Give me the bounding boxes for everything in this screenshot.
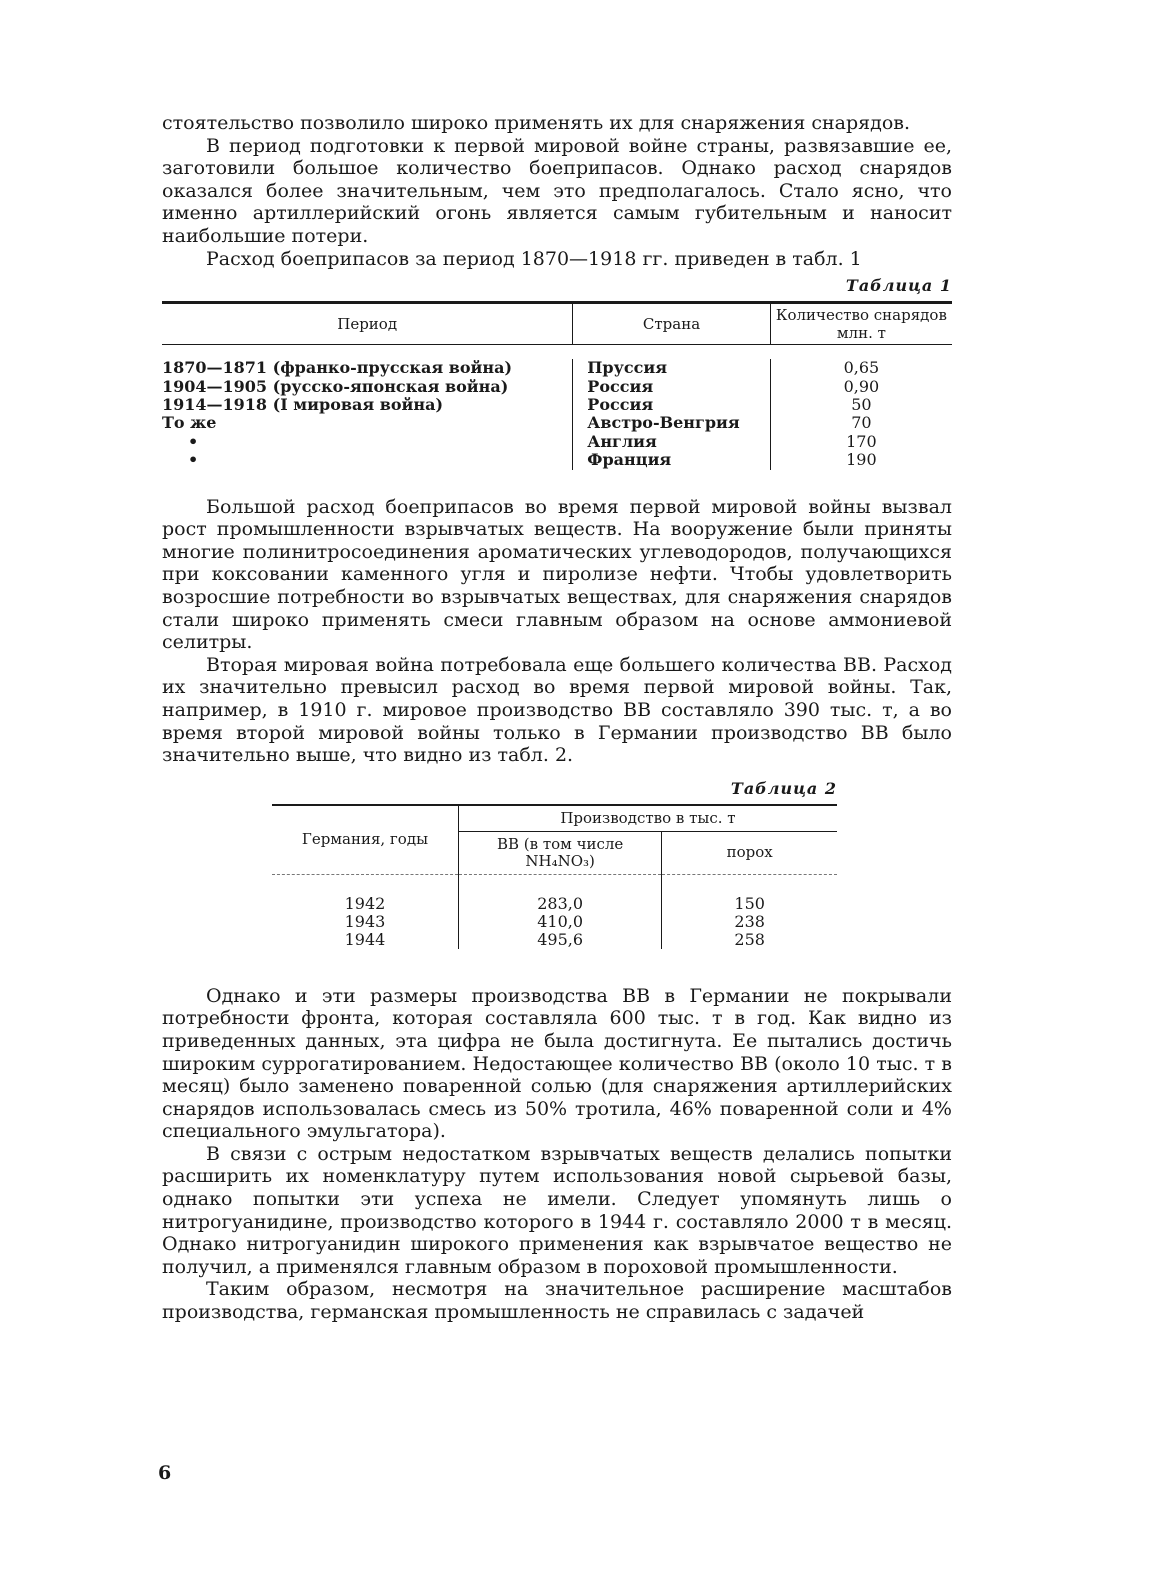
- table-1: [162, 301, 952, 469]
- table1-cell-country: Россия: [573, 396, 771, 414]
- paragraph-8: Таким образом, несмотря на значительное расширение масштабов производства, германская промышленность не справилась с задачей: [162, 1278, 952, 1324]
- table2-cell-explosives: 283,0: [458, 895, 661, 913]
- table1-cell-country: Россия: [573, 378, 771, 396]
- table2-cell-explosives: 410,0: [458, 913, 661, 931]
- table1-header-country: Страна: [573, 303, 771, 345]
- table2-cell-powder: 258: [734, 929, 765, 949]
- paragraph-5: Вторая мировая война потребовала еще большего количества ВВ. Расход их значительно превысил расход во время первой мировой войны. Так, например, в 1910 г. мировое производство ВВ составляло 390 тыс. т, а во время второй мировой войны только в Германии производство ВВ было значительно выше, что видно из табл. 2.: [162, 653, 952, 767]
- paragraph-4: Большой расход боеприпасов во время первой мировой войны вызвал рост промышленности взрывчатых веществ. На вооружение были приняты многие полинитросоединения ароматических углеводородов, получающихся при коксовании каменного угля и пиролизе нефти. Чтобы удовлетворить возросшие потребности во взрывчатых веществах, для снаряжения снарядов стали широко применять смеси главным образом на основе аммониевой селитры.: [162, 495, 952, 654]
- table1-cell-country: Франция: [573, 451, 771, 469]
- table-row: [162, 359, 952, 377]
- table2-cell-powder: 150: [734, 893, 765, 913]
- table-row: [162, 396, 952, 414]
- table2-cell-powder: 238: [734, 911, 765, 931]
- table1-cell-quantity: 50: [770, 396, 952, 414]
- table-row: [272, 913, 837, 931]
- table2-cell-year: 1942: [272, 895, 458, 913]
- table1-cell-period: 1914—1918 (I мировая война): [162, 394, 444, 414]
- table1-cell-country: Австро-Венгрия: [573, 414, 771, 432]
- table2-header-explosives: ВВ (в том числе NH₄NO₃): [458, 831, 661, 874]
- table2-header-production: Производство в тыс. т: [458, 805, 837, 832]
- table1-cell-quantity: 0,65: [770, 359, 952, 377]
- table-2: [272, 804, 837, 949]
- table-row: [162, 414, 952, 432]
- table1-cell-quantity: 190: [770, 451, 952, 469]
- table1-header-period: Период: [162, 303, 573, 345]
- table2-wrapper: [272, 779, 837, 949]
- table1-cell-period: •: [188, 431, 199, 451]
- table-row: [272, 895, 837, 913]
- page-number: 6: [158, 1462, 172, 1484]
- table1-caption: Таблица 1: [845, 276, 952, 296]
- table2-cell-explosives: 495,6: [458, 931, 661, 949]
- table-row: [162, 433, 952, 451]
- table1-cell-country: Пруссия: [573, 359, 771, 377]
- table2-cell-year: 1943: [272, 913, 458, 931]
- table2-cell-year: 1944: [272, 931, 458, 949]
- paragraph-6: Однако и эти размеры производства ВВ в Германии не покрывали потребности фронта, которая составляла 600 тыс. т в год. Как видно из приведенных данных, эта цифра не была достигнута. Ее пытались достичь широким суррогатированием. Недостающее количество ВВ (около 10 тыс. т в месяц) было заменено поваренной солью (для снаряжения артиллерийских снарядов использовалась смесь из 50% тротила, 46% поваренной соли и 4% специального эмульгатора).: [162, 984, 952, 1143]
- table-row: [162, 378, 952, 396]
- table-row: [162, 451, 952, 469]
- table1-cell-period: 1904—1905 (русско-японская война): [162, 376, 509, 396]
- table2-header-powder: порох: [726, 843, 773, 862]
- paragraph-3: Расход боеприпасов за период 1870—1918 гг. приведен в табл. 1: [206, 247, 862, 270]
- table1-cell-period: •: [188, 450, 199, 470]
- table-row: [272, 931, 837, 949]
- table1-cell-quantity: 170: [770, 433, 952, 451]
- table2-caption: Таблица 2: [730, 778, 837, 798]
- paragraph-1: стоятельство позволило широко применять их для снаряжения снарядов.: [162, 112, 911, 134]
- document-page: [162, 112, 952, 1324]
- table1-cell-country: Англия: [573, 433, 771, 451]
- table1-cell-period: То же: [162, 413, 217, 433]
- table2-header-year: Германия, годы: [272, 805, 458, 875]
- paragraph-7: В связи с острым недостатком взрывчатых веществ делались попытки расширить их номенклатуру путем использования новой сырьевой базы, однако попытки эти успеха не имели. Следует упомянуть лишь о нитрогуанидине, производство которого в 1944 г. составляло 2000 т в месяц. Однако нитрогуанидин широкого применения как взрывчатое вещество не получил, а применялся главным образом в пороховой промышленности.: [162, 1142, 952, 1278]
- paragraph-2: В период подготовки к первой мировой войне страны, развязавшие ее, заготовили большое количество боеприпасов. Однако расход снарядов оказался более значительным, чем это предполагалось. Стало ясно, что именно артиллерийский огонь является самым губительным и наносит наибольшие потери.: [162, 134, 952, 247]
- table1-cell-quantity: 70: [770, 414, 952, 432]
- table1-cell-quantity: 0,90: [770, 378, 952, 396]
- table1-header-quantity: Количество снарядов млн. т: [770, 303, 952, 345]
- table1-cell-period: 1870—1871 (франко-прусская война): [162, 358, 513, 378]
